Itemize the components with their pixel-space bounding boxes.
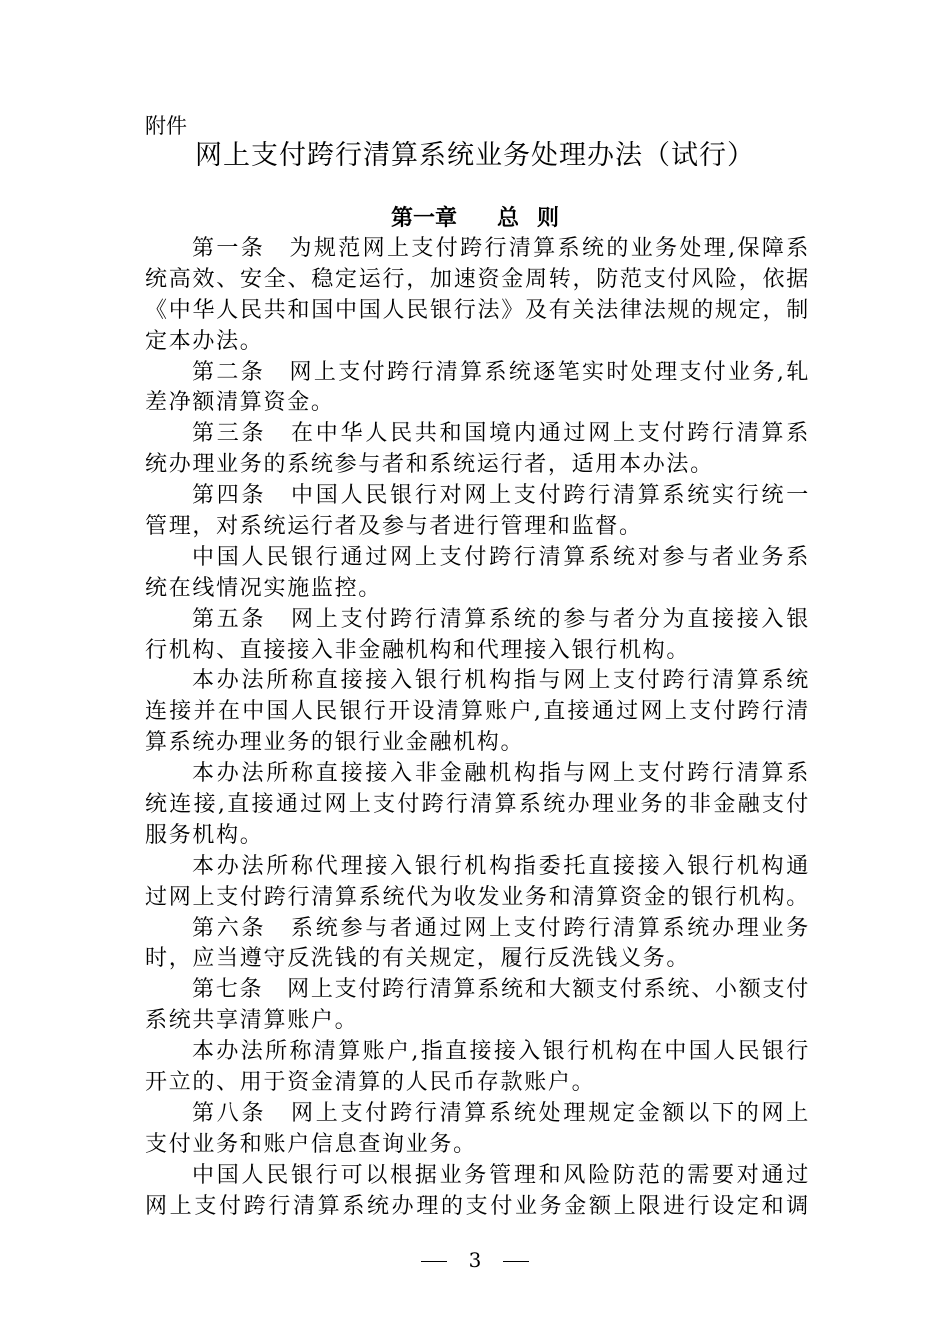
page-number-dash-left — [421, 1261, 447, 1262]
body-line: 连接并在中国人民银行开设清算账户,直接通过网上支付跨行清 — [145, 699, 810, 725]
body-line: 本办法所称直接接入银行机构指与网上支付跨行清算系统 — [192, 668, 810, 694]
body-line: 网上支付跨行清算系统办理的支付业务金额上限进行设定和调 — [145, 1193, 810, 1219]
body-line: 第五条 网上支付跨行清算系统的参与者分为直接接入银 — [192, 606, 810, 632]
chapter-name-part2: 则 — [537, 206, 560, 231]
page-number: 3 — [468, 1248, 482, 1272]
chapter-heading — [0, 201, 950, 237]
body-line: 统连接,直接通过网上支付跨行清算系统办理业务的非金融支付 — [145, 792, 810, 818]
chapter-number: 第一章 — [390, 206, 457, 231]
body-line: 《中华人民共和国中国人民银行法》及有关法律法规的规定，制 — [145, 297, 810, 323]
body-line: 差净额清算资金。 — [145, 390, 335, 416]
body-line: 统在线情况实施监控。 — [145, 575, 383, 601]
body-line: 第六条 系统参与者通过网上支付跨行清算系统办理业务 — [192, 915, 810, 941]
body-line: 支付业务和账户信息查询业务。 — [145, 1131, 477, 1157]
body-line: 第八条 网上支付跨行清算系统处理规定金额以下的网上 — [192, 1100, 810, 1126]
body-line: 过网上支付跨行清算系统代为收发业务和清算资金的银行机构。 — [145, 884, 810, 910]
body-line: 系统共享清算账户。 — [145, 1008, 359, 1034]
document-title: 网上支付跨行清算系统业务处理办法（试行） — [195, 140, 755, 171]
body-line: 第四条 中国人民银行对网上支付跨行清算系统实行统一 — [192, 483, 810, 509]
body-line: 定本办法。 — [145, 328, 264, 354]
body-line: 统高效、安全、稳定运行，加速资金周转，防范支付风险，依据 — [145, 266, 810, 292]
page-number-footer — [0, 1245, 950, 1275]
attachment-label: 附件 — [145, 114, 187, 138]
body-line: 第三条 在中华人民共和国境内通过网上支付跨行清算系 — [192, 421, 810, 447]
body-line: 服务机构。 — [145, 822, 264, 848]
chapter-name-part1: 总 — [496, 206, 519, 231]
body-line: 中国人民银行通过网上支付跨行清算系统对参与者业务系 — [192, 544, 810, 570]
body-line: 时，应当遵守反洗钱的有关规定，履行反洗钱义务。 — [145, 946, 691, 972]
body-line: 本办法所称清算账户,指直接接入银行机构在中国人民银行 — [192, 1039, 810, 1065]
body-line: 统办理业务的系统参与者和系统运行者，适用本办法。 — [145, 452, 714, 478]
page-number-dash-right — [503, 1261, 529, 1262]
body-line: 第七条 网上支付跨行清算系统和大额支付系统、小额支付 — [192, 977, 810, 1003]
body-line: 行机构、直接接入非金融机构和代理接入银行机构。 — [145, 637, 691, 663]
document-body — [145, 234, 810, 1223]
body-line: 本办法所称代理接入银行机构指委托直接接入银行机构通 — [192, 853, 810, 879]
body-line: 算系统办理业务的银行业金融机构。 — [145, 730, 525, 756]
body-line: 开立的、用于资金清算的人民币存款账户。 — [145, 1070, 596, 1096]
body-line: 中国人民银行可以根据业务管理和风险防范的需要对通过 — [192, 1162, 810, 1188]
body-line: 管理，对系统运行者及参与者进行管理和监督。 — [145, 514, 643, 540]
body-line: 本办法所称直接接入非金融机构指与网上支付跨行清算系 — [192, 761, 810, 787]
body-line: 第二条 网上支付跨行清算系统逐笔实时处理支付业务,轧 — [192, 359, 810, 385]
body-line: 第一条 为规范网上支付跨行清算系统的业务处理,保障系 — [192, 236, 810, 261]
